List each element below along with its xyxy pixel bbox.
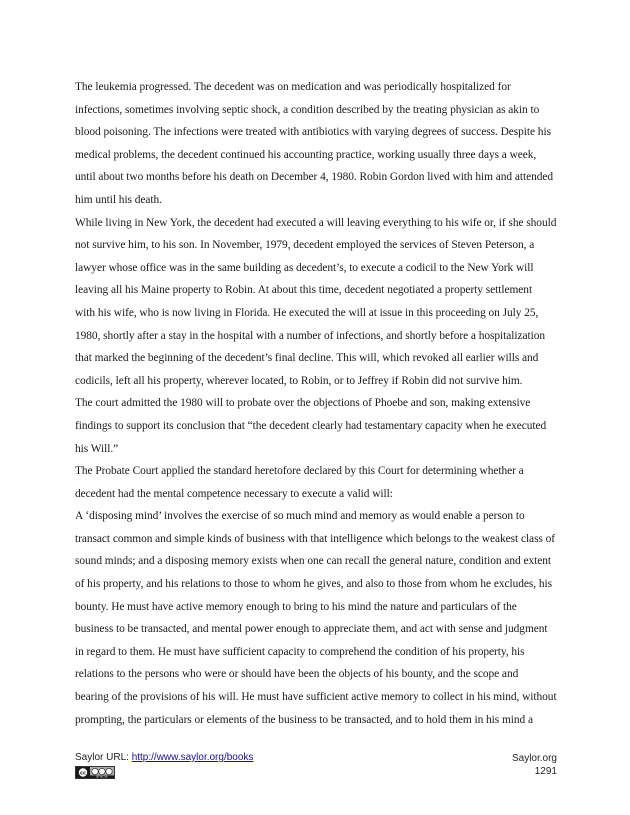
text-line: with his wife, who is now living in Florida. He executed the will at issue in this proceeding on July 25, [75,306,539,319]
footer-page-info [512,752,557,778]
text-line: him until his death. [75,193,162,206]
text-line: codicils, left all his property, wherever located, to Robin, or to Jeffrey if Robin did not survive him. [75,374,523,387]
text-line: not survive him, to his son. In November, 1979, decedent employed the services of Steven Peterson, a [75,239,535,252]
text-line: relations to the persons who were or should have been the objects of his bounty, and the scope and [75,668,519,681]
text-line: business to be transacted, and mental power enough to appreciate them, and act with sense and judgment [75,623,548,636]
text-line: transact common and simple kinds of business with that intelligence which belongs to the weakest class of [75,532,556,545]
body-text [75,76,565,731]
text-line: his Will.” [75,442,119,455]
text-line: bearing of the provisions of his will. He must have sufficient active memory to collect in his mind, without [75,691,557,704]
text-line: lawyer whose office was in the same building as decedent’s, to execute a codicil to the New York will [75,261,534,274]
text-line: of his property, and his relations to those to whom he gives, and also to those from whom he excludes, his [75,578,553,591]
footer-site-name: Saylor.org [511,753,557,764]
text-line: The court admitted the 1980 will to probate over the objections of Phoebe and son, making extensive [75,397,531,410]
text-line: The leukemia progressed. The decedent was on medication and was periodically hospitalized for [75,81,511,93]
text-line: sound minds; and a disposing memory exists when one can recall the general nature, condition and extent [75,555,551,568]
text-line: findings to support its conclusion that “the decedent clearly had testamentary capacity when he executed [75,419,547,432]
text-line: bounty. He must have active memory enough to bring to his mind the nature and particulars of the [75,600,517,613]
text-line: prompting, the particulars or elements of the business to be transacted, and to hold them in his mind a [75,713,533,726]
text-line: medical problems, the decedent continued his accounting practice, working usually three days a week, [75,148,537,161]
text-line: While living in New York, the decedent had executed a will leaving everything to his wife or, if she should [75,216,557,229]
text-line: decedent had the mental competence necessary to execute a valid will: [75,487,393,500]
creative-commons-icon [75,766,115,779]
footer-url-link[interactable]: http://www.saylor.org/books [131,752,254,763]
page-footer [75,752,557,792]
page-number: 1291 [534,766,557,777]
text-line: infections, sometimes involving septic shock, a condition described by the treating physician as akin to [75,103,540,116]
text-line: in regard to them. He must have sufficient capacity to comprehend the condition of his property, his [75,645,525,658]
text-line: that marked the beginning of the decedent’s final decline. This will, which revoked all earlier wills and [75,352,539,365]
text-line: 1980, shortly after a stay in the hospital with a number of infections, and shortly before a hospitalization [75,329,546,342]
text-line: The Probate Court applied the standard heretofore declared by this Court for determining whether a [75,465,524,478]
text-line: until about two months before his death on December 4, 1980. Robin Gordon lived with him and attended [75,171,554,184]
footer-url-prefix: Saylor URL: [75,752,132,763]
text-line: A ‘disposing mind’ involves the exercise of so much mind and memory as would enable a person to [75,510,525,523]
svg-text:BY NC SA: BY NC SA [96,775,108,778]
text-line: blood poisoning. The infections were treated with antibiotics with varying degrees of success. Despite his [75,126,551,139]
svg-text:cc: cc [80,770,86,777]
footer-source [75,752,253,763]
text-line: leaving all his Maine property to Robin. At about this time, decedent negotiated a property settlement [75,284,533,297]
